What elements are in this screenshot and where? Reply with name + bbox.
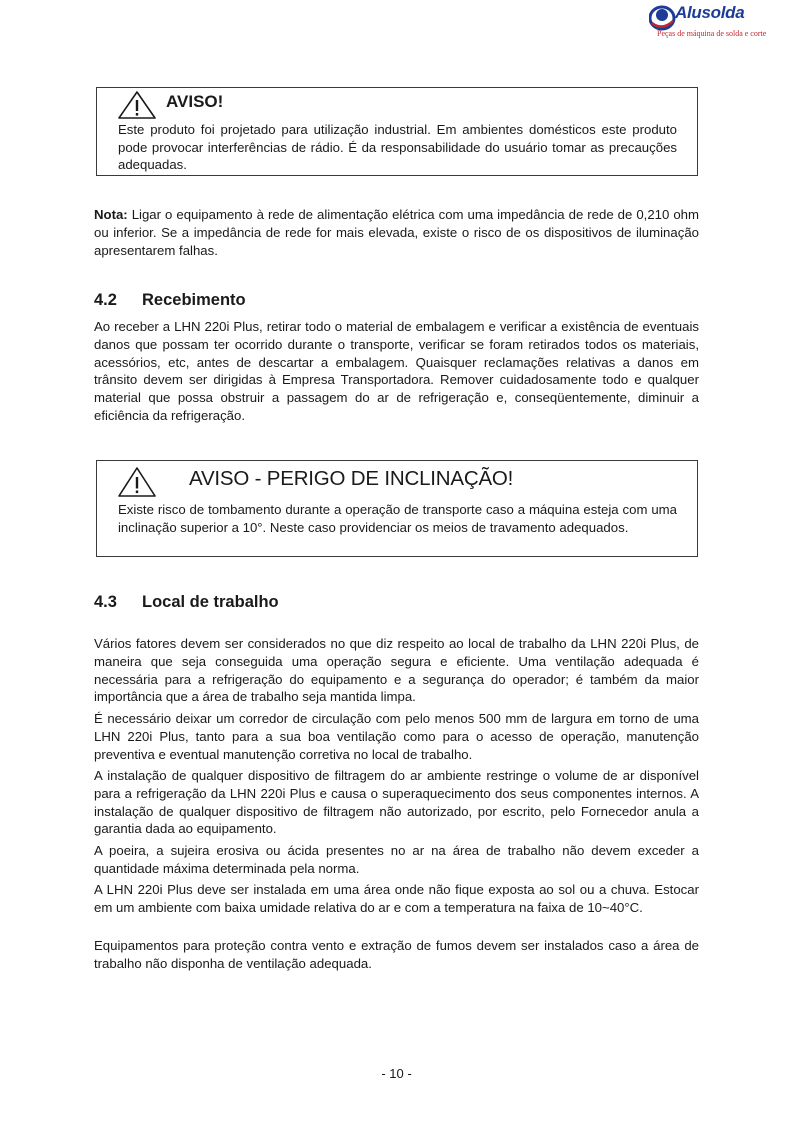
alusolda-logo-icon xyxy=(649,5,677,31)
warning-text: Este produto foi projetado para utilização industrial. Em ambientes domésticos este produto pode provocar interferências de rádio. É da responsabilidade do usuário tomar as precauções adequadas. xyxy=(118,122,677,173)
note-paragraph xyxy=(94,206,699,259)
section-title: Local de trabalho xyxy=(142,593,279,611)
warning-title: AVISO - PERIGO DE INCLINAÇÃO! xyxy=(189,467,514,490)
brand-name: Alusolda xyxy=(675,3,745,22)
section-paragraph: Equipamentos para proteção contra vento e extração de fumos devem ser instalados caso a área de trabalho não disponha de ventilação adequada. xyxy=(94,938,699,971)
page-number: - 10 - xyxy=(381,1066,412,1081)
warning-triangle-icon xyxy=(117,466,157,498)
section-paragraph: A LHN 220i Plus deve ser instalada em uma área onde não fique exposta ao sol ou a chuva. Estocar em um ambiente com baixa umidade relativa do ar e com a temperatura na faixa de 10~40°C. xyxy=(94,882,699,915)
brand-tagline: Peças de máquina de solda e corte xyxy=(657,29,767,38)
warning-title: AVISO! xyxy=(166,92,224,111)
note-label: Nota: xyxy=(94,207,128,222)
section-heading-recebimento xyxy=(94,291,246,310)
warning-triangle-icon xyxy=(117,90,157,120)
section-paragraph: A instalação de qualquer dispositivo de filtragem do ar ambiente restringe o volume de ar disponível para a refrigeração da LHN 220i Plus e causa o superaquecimento dos seus componentes internos. A instalação de qualquer dispositivo de filtragem não autorizado, por escrito, pelo Fornecedor anula a garantia dada ao equipamento. xyxy=(94,768,699,837)
warning-box-interference xyxy=(96,87,698,176)
warning-box-tipping xyxy=(96,460,698,557)
brand-logo xyxy=(647,3,767,47)
section-heading-local-de-trabalho xyxy=(94,593,279,612)
section-paragraph: A poeira, a sujeira erosiva ou ácida presentes no ar na área de trabalho não devem exceder a quantidade máxima determinada pela norma. xyxy=(94,843,699,876)
warning-text: Existe risco de tombamento durante a operação de transporte caso a máquina esteja com uma inclinação superior a 10°. Neste caso providenciar os meios de travamento adequados. xyxy=(118,502,677,535)
note-text: Ligar o equipamento à rede de alimentação elétrica com uma impedância de rede de 0,210 ohm ou inferior. Se a impedância de rede for mais elevada, existe o risco de os dispositivos de iluminação apresentarem falhas. xyxy=(94,207,699,258)
section-title: Recebimento xyxy=(142,291,246,309)
section-paragraph: Vários fatores devem ser considerados no que diz respeito ao local de trabalho da LHN 220i Plus, de maneira que seja conseguida uma operação segura e eficiente. Uma ventilação adequada é necessária para a refrigeração do equipamento e a segurança do operador; é também da maior importância que a área de trabalho seja mantida limpa. xyxy=(94,636,699,705)
section-number: 4.3 xyxy=(94,593,117,611)
section-number: 4.2 xyxy=(94,291,117,309)
section-paragraph: Ao receber a LHN 220i Plus, retirar todo o material de embalagem e verificar a existência de eventuais danos que possam ter ocorrido durante o transporte, verificar se foram retirados todos os materiais, acessórios, etc, antes de descartar a embalagem. Quaisquer reclamações relativas a danos em trânsito devem ser dirigidas à Empresa Transportadora. Remover cuidadosamente todo e qualquer material que possa obstruir a passagem do ar de refrigeração e, conseqüentemente, diminuir a eficiência da refrigeração. xyxy=(94,319,699,423)
section-paragraph: É necessário deixar um corredor de circulação com pelo menos 500 mm de largura em torno de uma LHN 220i Plus, tanto para a sua boa ventilação como para o acesso de operação, manutenção preventiva e eventual manutenção corretiva no local de trabalho. xyxy=(94,711,699,762)
